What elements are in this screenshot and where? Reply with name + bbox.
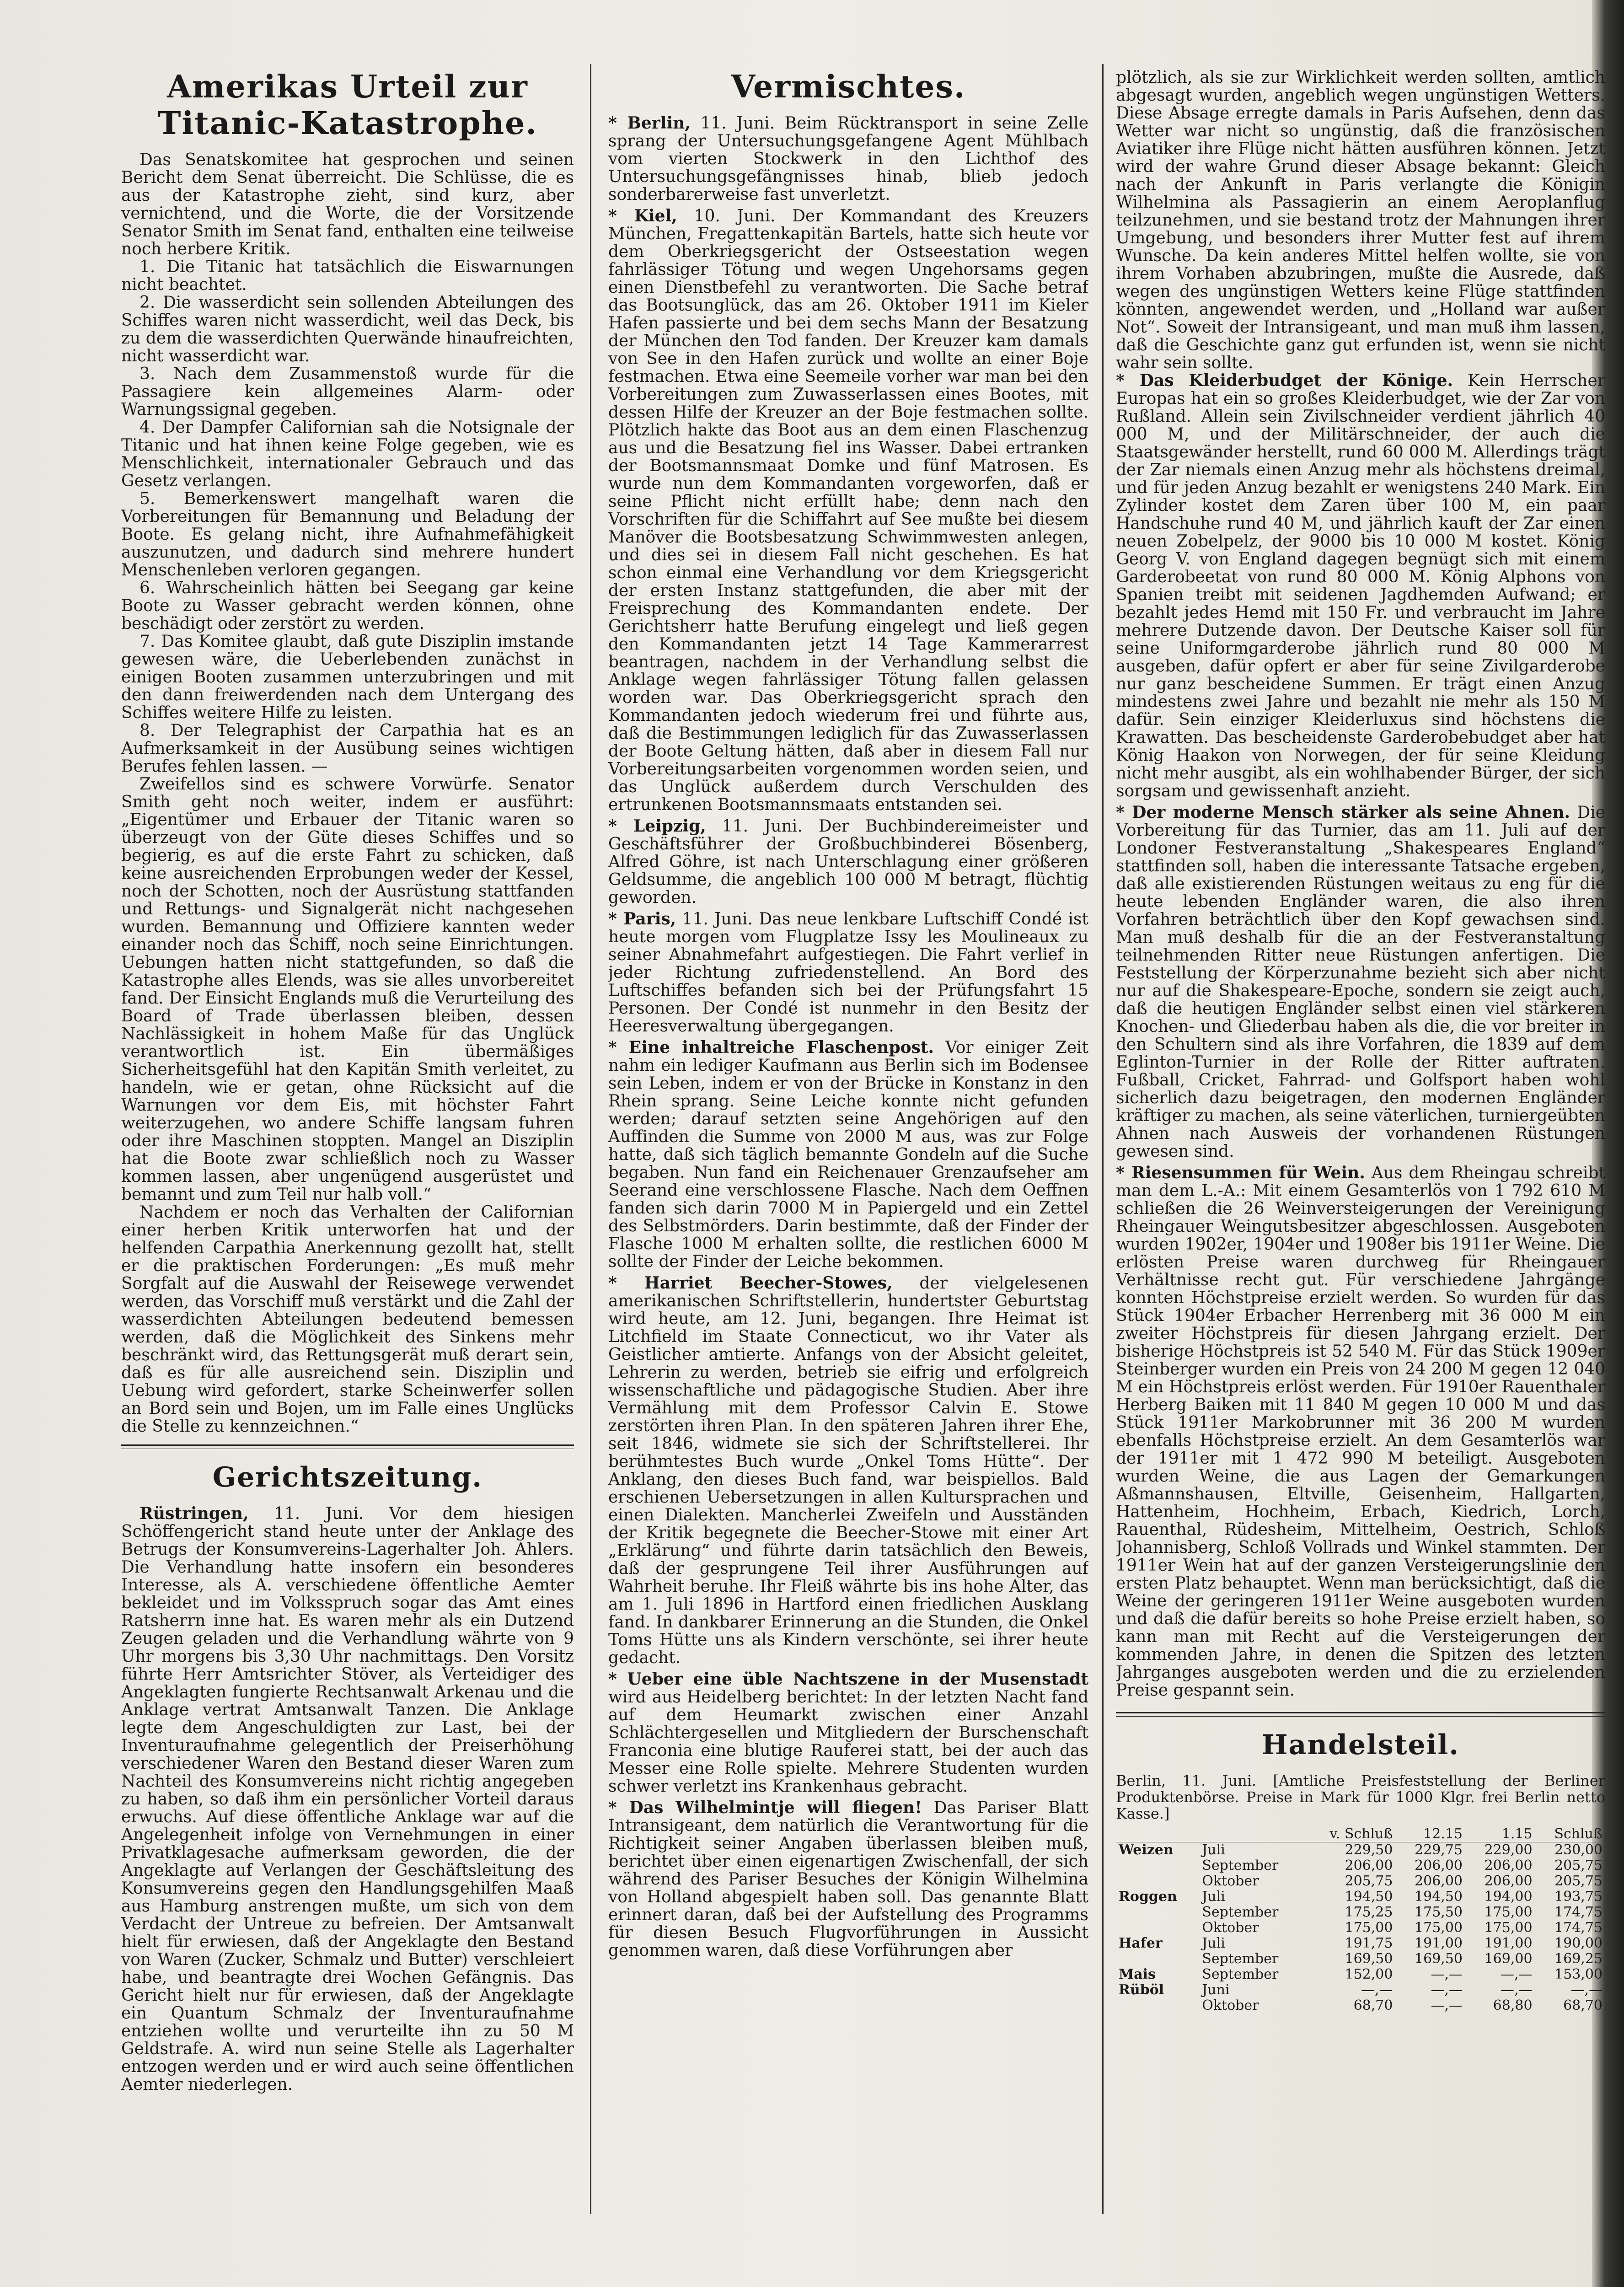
news-item-lead: * Leipzig,	[608, 816, 706, 836]
price-cell: 174,75	[1554, 1920, 1603, 1936]
price-row	[1116, 1998, 1605, 2013]
news-item-text: 11. Juni. Das neue lenkbare Luftschiff Condé ist heute morgen vom Flugplatze Issy les Moulineaux zu seiner Abnahmefahrt aufgestiegen. Die Fahrt verlief in jeder Richtung zufriedenstellend. An Bord des Luftschiffes befanden sich bei der Prüfungsfahrt 15 Personen. Der Condé ist nunmehr in den Besitz der Heeresverwaltung übergegangen.	[608, 910, 1088, 1036]
price-cell: 194,00	[1484, 1889, 1533, 1905]
grain-name: Mais	[1119, 1966, 1156, 1982]
delivery-month: Oktober	[1202, 1920, 1259, 1936]
delivery-month: September	[1202, 1966, 1279, 1982]
price-header-cell: 12.15	[1395, 1826, 1465, 1842]
paragraph: 8. Der Telegraphist der Carpathia hat es an Aufmerksamkeit in der Ausübung seines wichtigen Berufes fehlen lassen. —	[121, 721, 574, 776]
price-cell: 175,00	[1415, 1920, 1463, 1936]
titanic-article-body	[121, 151, 574, 1435]
news-item	[1116, 372, 1605, 800]
price-cell: 169,00	[1484, 1951, 1533, 1967]
grain-name	[1116, 1920, 1199, 1936]
delivery-month: Juli	[1202, 1935, 1225, 1951]
news-item	[608, 207, 1088, 814]
grain-name	[1116, 1951, 1199, 1967]
column-3-items	[1116, 372, 1605, 1703]
court-report-lead: Rüstringen,	[139, 1504, 249, 1523]
paragraph: 2. Die wasserdicht sein sollenden Abteilungen des Schiffes waren nicht wasserdicht, weil das Deck, bis zu dem die wasserdichten Querwände hinaufreichten, nicht wasserdicht war.	[121, 293, 574, 365]
column-1	[121, 69, 574, 2094]
price-cell: 206,00	[1415, 1858, 1463, 1874]
news-item-lead: * Harriet Beecher-Stowes,	[608, 1273, 893, 1293]
news-item	[608, 1274, 1088, 1667]
price-cell: 206,00	[1415, 1873, 1463, 1889]
price-row	[1116, 1842, 1605, 1858]
trade-intro: Berlin, 11. Juni. [Amtliche Preisfeststellung der Berliner Produktenbörse. Preise in Mark für 1000 Klgr. frei Berlin netto Kasse.]	[1116, 1772, 1605, 1822]
section-rule	[1116, 1712, 1605, 1717]
paragraph: Nachdem er noch das Verhalten der Californian einer herben Kritik unterworfen hat und der helfenden Carpathia Anerkennung gezollt hat, stellt er die praktischen Forderungen: „Es muß mehr Sorgfalt auf die Auswahl der Reisewege verwendet werden, das Vorschiff muß verstärkt und die Zahl der wasserdichten Abteilungen bedeutend bemessen werden, daß die Möglichkeit des Sinkens mehr beschränkt wird, das Rettungsgerät muß derart sein, daß es für alle ausreichend sein. Disziplin und Uebung wird gefordert, starke Scheinwerfer sollen an Bord sein und Bojen, um im Falle eines Unglücks die Stelle zu kennzeichnen.“	[121, 1203, 574, 1436]
news-item-lead: * Riesensummen für Wein.	[1116, 1163, 1365, 1182]
article-title-titanic: Amerikas Urteil zur Titanic-Katastrophe.	[157, 69, 538, 142]
price-cell: 229,50	[1345, 1842, 1393, 1858]
delivery-month: Oktober	[1202, 1997, 1259, 2013]
news-item	[608, 1799, 1088, 1960]
news-item-lead: * Das Wilhelmintje will fliegen!	[608, 1798, 922, 1817]
delivery-month: Juli	[1202, 1842, 1225, 1858]
grain-name	[1116, 1905, 1199, 1920]
price-header-cell: 1.15	[1465, 1826, 1535, 1842]
price-cell: 169,50	[1345, 1951, 1393, 1967]
paragraph: 3. Nach dem Zusammenstoß wurde für die Passagiere kein allgemeines Alarm- oder Warnungssignal gegeben.	[121, 365, 574, 419]
column-3	[1116, 69, 1605, 2013]
price-row	[1116, 1967, 1605, 1982]
price-cell: 153,00	[1554, 1966, 1603, 1982]
grain-name: Weizen	[1119, 1842, 1174, 1858]
price-cell: —,—	[1570, 1982, 1603, 1998]
price-row	[1116, 1936, 1605, 1951]
news-item-lead: * Kiel,	[608, 206, 677, 225]
court-report-text: 11. Juni. Vor dem hiesigen Schöffengericht stand heute unter der Anklage des Betrugs der Konsumvereins-Lagerhalter Joh. Ahlers. Die Verhandlung hatte insofern ein besonderes Interesse, als A. verschiedene öffentliche Aemter bekleidet und im Volksspruch sogar das Amt eines Ratsherrn inne hat. Es waren mehr als ein Dutzend Zeugen geladen und die Verhandlung währte von 9 Uhr morgens bis 3,30 Uhr nachmittags. Den Vorsitz führte Herr Amtsrichter Stöver, als Verteidiger des Angeklagten fungierte Rechtsanwalt Arkenau und die Anklage vertrat Amtsanwalt Tanzen. Die Anklage legte dem Angeschuldigten zur Last, bei der Inventuraufnahme gelegentlich der Preiserhöhung verschiedener Waren den Bestand dieser Waren zum Nachteil des Konsumvereins nicht richtig angegeben zu haben, so daß ihm ein persönlicher Vorteil daraus erwuchs. Auf diese öffentliche Anklage war auf die Angelegenheit infolge von Vernehmungen in einer Privatklagesache aufmerksam geworden, die der Angeklagte auf Verlangen der Geschäftsleitung des Konsumvereins gegen den Handlungsgehilfen Maaß aus Hamburg anstrengen mußte, um sich von dem Verdacht der Untreue zu befreien. Der Amtsanwalt hielt für erwiesen, daß der Angeklagte den Bestand von Waren (Zucker, Schmalz und Butter) verschleiert habe, und beantragte drei Wochen Gefängnis. Das Gericht hielt nur für erwiesen, daß der Angeklagte ein Quantum Schmalz der Inventuraufnahme entziehen wollte und verurteilte ihn zu 50 M Geldstrafe. A. wird nun seine Stelle als Lagerhalter entzogen werden und er wird auch seine öffentlichen Aemter niederlegen.	[121, 1504, 574, 2094]
price-cell: 169,50	[1415, 1951, 1463, 1967]
delivery-month: Juni	[1202, 1982, 1230, 1998]
price-table-header	[1116, 1826, 1605, 1842]
delivery-month: Juli	[1202, 1889, 1225, 1905]
price-cell: 152,00	[1345, 1966, 1393, 1982]
price-cell: —,—	[1361, 1982, 1393, 1998]
price-cell: 68,70	[1563, 1997, 1603, 2013]
price-header-cell: Schluß	[1535, 1826, 1605, 1842]
price-table-body	[1116, 1842, 1605, 2014]
price-cell: 205,75	[1345, 1873, 1393, 1889]
price-cell: 175,00	[1484, 1920, 1533, 1936]
price-header-cell: v. Schluß	[1306, 1826, 1396, 1842]
grain-price-table	[1116, 1826, 1605, 2013]
section-title-vermischtes: Vermischtes.	[731, 69, 966, 105]
price-cell: —,—	[1431, 1966, 1463, 1982]
price-cell: —,—	[1501, 1966, 1533, 1982]
paragraph: 1. Die Titanic hat tatsächlich die Eiswarnungen nicht beachtet.	[121, 258, 574, 294]
price-cell: 206,00	[1345, 1858, 1393, 1874]
news-item-lead: * Der moderne Mensch stärker als seine Ahnen.	[1116, 803, 1570, 822]
news-item	[1116, 804, 1605, 1160]
item-spacer	[608, 1960, 1088, 1963]
paragraph: 4. Der Dampfer Californian sah die Notsignale der Titanic und hat ihnen keine Folge gegeben, wie es Menschlichkeit, internationaler Gebrauch und das Gesetz verlangen.	[121, 418, 574, 490]
delivery-month: September	[1202, 1951, 1279, 1967]
news-item-text: Das Pariser Blatt Intransigeant, dem natürlich die Verantwortung für die Richtigkeit seiner Angaben überlassen bleiben muß, berichtet über einen eigenartigen Zwischenfall, der sich während des Pariser Besuches der Königin Wilhelmina von Holland abgespielt haben soll. Das genannte Blatt erinnert daran, daß bei der Aufstellung des Programms für diesen Besuch Flugvorführungen in Aussicht genommen waren, daß diese Vorführungen aber	[608, 1798, 1088, 1960]
news-item-text: Aus dem Rheingau schreibt man dem L.-A.: Mit einem Gesamterlös von 1 792 610 M schließen die 26 Weinversteigerungen der Vereinigung Rheingauer Weingutsbesitzer abgeschlossen. Ausgeboten wurden 1902er, 1904er und 1908er bis 1911er Weine. Die erlösten Preise waren durchweg für Rheingauer Verhältnisse recht gut. Für verschiedene Jahrgänge konnten Höchstpreise erzielt werden. So wurden für das Stück 1904er Erbacher Herrenberg mit 36 000 M ein zweiter Höchstpreis für diesen Jahrgang erzielt. Der bisherige Höchstpreis ist 52 540 M. Für das Stück 1909er Steinberger wurden ein Preis von 24 200 M gegen 12 040 M ein Höchstpreis erlöst werden. Für 1910er Rauenthaler Herberg Baiken mit 11 840 M gegen 10 000 M und das Stück 1911er Markobrunner mit 36 200 M wurden ebenfalls Höchstpreise erzielt. An dem Gesamterlös war der 1911er mit 1 472 990 M beteiligt. Ausgeboten wurden Weine, die aus Lagen der Gemarkungen Aßmannshausen, Eltville, Geisenheim, Hallgarten, Hattenheim, Hochheim, Erbach, Kiedrich, Lorch, Rauenthal, Rüdesheim, Mittelheim, Oestrich, Schloß Johannisberg, Schloß Vollrads und Winkel stammten. Der 1911er Wein hat auf der ganzen Versteigerungslinie den ersten Platz behauptet. Wenn man berücksichtigt, daß die Weine der geringeren 1911er Weine ausgeboten wurden und daß die dafür bereits so hohe Preise erzielt haben, so kann man mit Recht auf die Versteigerungen der kommenden Jahre, in denen die Spitzen des letzten Jahrganges ausgeboten werden und die zu erzielenden Preise gespannt sein.	[1116, 1164, 1605, 1700]
price-cell: 206,00	[1484, 1873, 1533, 1889]
price-row	[1116, 1951, 1605, 1967]
news-item	[608, 1039, 1088, 1271]
news-item-text: Vor einiger Zeit nahm ein lediger Kaufmann aus Berlin sich im Bodensee sein Leben, indem er von der Brücke in Konstanz in den Rhein sprang. Seine Leiche konnte nicht gefunden werden; darauf setzten seine Angehörigen auf den Auffinden die Summe von 2000 M aus, was zur Folge hatte, daß sich täglich bemannte Gondeln auf die Suche begaben. Nun fand ein Reichenauer Grenzaufseher am Seerand eine verschlossene Flasche. Nach dem Oeffnen fanden sich darin 7000 M in Papiergeld und ein Zettel des Selbstmörders. Darin bestimmte, daß der Finder der Flasche 1000 M erhalten sollte, die restlichen 6000 M sollte der Finder der Leiche bekommen.	[608, 1038, 1088, 1271]
price-cell: 169,25	[1554, 1951, 1603, 1967]
grain-name: Roggen	[1119, 1889, 1177, 1905]
item-spacer	[1116, 1699, 1605, 1703]
delivery-month: September	[1202, 1858, 1279, 1874]
price-cell: 175,25	[1345, 1904, 1393, 1920]
paragraph: 5. Bemerkenswert mangelhaft waren die Vorbereitungen für Bemannung und Beladung der Boote. Es gelang nicht, ihre Aufnahmefähigkeit auszunutzen, und dadurch sind mehrere hundert Menschenleben verloren gegangen.	[121, 489, 574, 580]
paragraph: 6. Wahrscheinlich hätten bei Seegang gar keine Boote zu Wasser gebracht werden können, ohne beschädigt oder zerstört zu werden.	[121, 579, 574, 633]
news-item-lead: * Berlin,	[608, 113, 691, 133]
price-cell: —,—	[1431, 1982, 1463, 1998]
grain-name	[1116, 1998, 1199, 2013]
price-cell: 191,00	[1484, 1935, 1533, 1951]
news-item-text: Die Vorbereitung für das Turnier, das am 11. Juli auf der Londoner Festveranstaltung „Shakespeares England“ stattfinden soll, haben die interessante Tatsache ergeben, daß alle existierenden Rüstungen weitaus zu eng für die heute lebenden Engländer waren, die also ihren Vorfahren beträchtlich über den Kopf gewachsen sind. Man muß deshalb für die an der Festveranstaltung teilnehmenden Ritter neue Rüstungen anfertigen. Die Feststellung der Körperzunahme bezieht sich aber nicht nur auf die Shakespeare-Epoche, sondern sie zeigt auch, daß die heutigen Engländer selbst einen viel stärkeren Knochen- und Gliederbau haben als die, die vor breiter in den Schultern sind als ihre Vorfahren, die 1839 auf dem Eglinton-Turnier in der Rolle der Ritter auftraten. Fußball, Cricket, Fahrrad- und Golfsport haben wohl sicherlich dazu beigetragen, den modernen Engländer kräftiger zu machen, als seine väterlichen, turniergeübten Ahnen nach Ausweis der vorhandenen Rüstungen gewesen sind.	[1116, 803, 1605, 1161]
news-item-text: 10. Juni. Der Kommandant des Kreuzers München, Fregattenkapitän Bartels, hatte sich heute vor dem Oberkriegsgericht der Ostseestation wegen fahrlässiger Tötung und wegen Ungehorsams gegen einen Dienstbefehl zu verantworten. Die Sache betraf das Bootsunglück, das am 26. Oktober 1911 im Kieler Hafen passierte und bei dem sechs Mann der Besatzung der München den Tod fanden. Der Kreuzer kam damals von See in den Hafen zurück und wollte an einer Boje festmachen. Etwa eine Seemeile vorher war man bei den Vorbereitungen zum Zuwasserlassen eines Bootes, mit dessen Hilfe der Kreuzer an der Boje festmachen sollte. Plötzlich hakte das Boot aus an dem einen Flaschenzug aus und die Besatzung fiel ins Wasser. Dabei ertranken der Bootsmannsmaat Domke und fünf Matrosen. Es wurde nun dem Kommandanten vorgeworfen, daß er seine Pflicht nicht erfüllt habe; denn nach den Vorschriften für die Schiffahrt auf See mußte bei diesem Manöver die Bootsbesatzung Schwimmwesten anlegen, und dies sei in diesem Fall nicht geschehen. Es hat schon einmal eine Verhandlung vor dem Kriegsgericht der ersten Instanz stattgefunden, die aber mit der Freisprechung des Kommandanten endete. Der Gerichtsherr hatte Berufung eingelegt und ließ gegen den Kommandanten jetzt 14 Tage Kammerarrest beantragen, nachdem in der Verhandlung selbst die Anklage wegen fahrlässiger Tötung fallen gelassen worden war. Das Oberkriegsgericht sprach den Kommandanten jedoch wiederum frei und führte aus, daß die Bestimmungen lediglich für das Zuwasserlassen der Boote Geltung hätten, daß aber in diesem Fall nur Vorbereitungsarbeiten vorgenommen worden seien, und das Unglück außerdem durch Verschulden des ertrunkenen Bootsmannsmaats entstanden sei.	[608, 207, 1088, 814]
price-cell: 194,50	[1345, 1889, 1393, 1905]
column-rule	[1102, 64, 1104, 2214]
price-row	[1116, 1920, 1605, 1936]
news-item	[608, 910, 1088, 1035]
price-row	[1116, 1905, 1605, 1920]
price-row	[1116, 1858, 1605, 1874]
paragraph: 7. Das Komitee glaubt, daß gute Disziplin imstande gewesen wäre, die Ueberlebenden zunächst in einigen Booten zusammen unterzubringen und mit den dann freiwerdenden nach dem Untergang des Schiffes weitere Hilfe zu leisten.	[121, 632, 574, 722]
price-cell: —,—	[1501, 1982, 1533, 1998]
grain-name: Hafer	[1119, 1935, 1163, 1951]
news-item	[608, 1670, 1088, 1795]
news-item-text: wird aus Heidelberg berichtet: In der letzten Nacht fand auf dem Heumarkt zwischen einer Anzahl Schlächtergesellen und Mitgliedern der Burschenschaft Franconia eine blutige Rauferei statt, bei der auch das Messer eine Rolle spielte. Mehrere Studenten wurden schwer verletzt ins Krankenhaus gebracht.	[608, 1688, 1088, 1796]
price-cell: 194,50	[1415, 1889, 1463, 1905]
news-item-lead: * Das Kleiderbudget der Könige.	[1116, 371, 1453, 390]
news-item-text: der vielgelesenen amerikanischen Schriftstellerin, hundertster Geburtstag wird heute, am 12. Juni, begangen. Ihre Heimat ist Litchfield im Staate Connecticut, wo ihr Vater als Geistlicher amtierte. Anfangs von der Absicht geleitet, Lehrerin zu werden, betrieb sie eifrig und erfolgreich wissenschaftliche und pädagogische Studien. Aber ihre Vermählung mit dem Professor Calvin E. Stowe zerstörten ihren Plan. In den späteren Jahren ihrer Ehe, seit 1846, widmete sie sich der Schriftstellerei. Ihr berühmtestes Buch wurde „Onkel Toms Hütte“. Der Anklang, den dieses Buch fand, war beispiellos. Bald erschienen Uebersetzungen in allen Kultursprachen und einen Dialekten. Mancherlei Zweifeln und Ausständen der Kritik begegnete die Beecher-Stowe mit einer Art „Erklärung“ und führte darin tatsächlich den Beweis, daß der gesprungene Teil ihrer Ausführungen auf Wahrheit beruhe. Ihr Fleiß währte bis ins hohe Alter, das am 1. Juli 1896 in Hartford einen friedlichen Ausklang fand. In dankbarer Erinnerung an die Stunden, die Onkel Toms Hütte uns als Kindern verschönte, sei ihrer heute gedacht.	[608, 1274, 1088, 1667]
price-cell: 205,75	[1554, 1873, 1603, 1889]
price-cell: 205,75	[1554, 1858, 1603, 1874]
continued-article-text: plötzlich, als sie zur Wirklichkeit werden sollten, amtlich abgesagt wurden, angeblich wegen ungünstigen Wetters. Diese Absage erregte damals in Paris Aufsehen, denn das Wetter war nicht so ungünstig, daß die französischen Aviatiker ihre Flüge nicht hätten ausführen können. Jetzt wird der wahre Grund dieser Absage bekannt: Gleich nach der Ankunft in Paris verlangte die Königin Wilhelmina als Passagierin an einem Aeroplanflug teilzunehmen, und sie bestand trotz der Mahnungen ihrer Umgebung, und besonders ihrer Mutter fest auf ihrem Wunsche. Da kein anderes Mittel helfen wollte, sie von ihrem Vorhaben abzubringen, mußte die Ausrede, daß wegen des ungünstigen Wetters keine Flüge stattfinden könnten, angewendet werden, und „Holland war außer Not“. Soweit der Intransigeant, und man muß ihm lassen, daß die Geschichte ganz gut erfunden ist, wenn sie nicht wahr sein sollte.	[1116, 69, 1605, 372]
news-item-text: 11. Juni. Beim Rücktransport in seine Zelle sprang der Untersuchungsgefangene Agent Mühlbach vom vierten Stockwerk in den Lichthof des Untersuchungsgefängnisses hinab, blieb jedoch sonderbarerweise fast unverletzt.	[608, 114, 1088, 204]
delivery-month: September	[1202, 1904, 1279, 1920]
price-cell: 229,75	[1415, 1842, 1463, 1858]
section-title-handelsteil: Handelsteil.	[1261, 1729, 1460, 1761]
column-rule	[590, 64, 591, 2214]
price-cell: 206,00	[1484, 1858, 1533, 1874]
vermischtes-items	[608, 114, 1088, 1963]
price-cell: 175,00	[1484, 1904, 1533, 1920]
price-cell: 175,50	[1415, 1904, 1463, 1920]
price-cell: 193,75	[1554, 1889, 1603, 1905]
paragraph: Das Senatskomitee hat gesprochen und seinen Bericht dem Senat überreicht. Die Schlüsse, die es aus der Katastrophe zieht, sind kurz, aber vernichtend, und die Worte, die der Vorsitzende Senator Smith im Senat fand, enthalten eine teilweise noch herbere Kritik.	[121, 150, 574, 258]
news-item	[1116, 1164, 1605, 1699]
grain-name	[1116, 1874, 1199, 1889]
news-item	[608, 114, 1088, 204]
delivery-month: Oktober	[1202, 1873, 1259, 1889]
price-cell: 191,75	[1345, 1935, 1393, 1951]
news-item-lead: * Ueber eine üble Nachtszene in der Musenstadt	[608, 1670, 1088, 1689]
price-cell: 68,80	[1493, 1997, 1533, 2013]
price-row	[1116, 1874, 1605, 1889]
paragraph: Zweifellos sind es schwere Vorwürfe. Senator Smith geht noch weiter, indem er ausführt: „Eigentümer und Erbauer der Titanic waren so überzeugt von der Güte dieses Schiffes und so begierig, es auf die erste Fahrt zu schicken, daß keine ausreichenden Erprobungen weder der Kessel, noch der Schotten, noch der Ausrüstung stattfanden und Rettungs- und Signalgerät nicht nachgesehen wurden. Bemannung und Offiziere kannten weder einander noch das Schiff, noch seine Einrichtungen. Uebungen hatten nicht stattgefunden, so daß die Katastrophe alles Elends, was sie alles unvorbereitet fand. Der Einsicht Englands muß die Verurteilung des Board of Trade überlassen bleiben, dessen Nachlässigkeit in hohem Maße für das Unglück verantwortlich ist. Ein übermäßiges Sicherheitsgefühl hat den Kapitän Smith verleitet, zu handeln, wie er getan, ohne Rücksicht auf die Warnungen vor dem Eis, mit höchster Fahrt weiterzugehen, wo andere Schiffe langsam fuhren oder ihre Maschinen stoppten. Mangel an Disziplin hat die Boote zwar schließlich noch zu Wasser kommen lassen, aber ungenügend ausgerüstet und bemannt und zum Teil nur halb voll.“	[121, 775, 574, 1204]
column-2	[608, 69, 1088, 1963]
section-rule	[121, 1444, 574, 1449]
price-cell: 190,00	[1554, 1935, 1603, 1951]
price-header-cell	[1199, 1826, 1306, 1842]
news-item-lead: * Eine inhaltreiche Flaschenpost.	[608, 1038, 934, 1057]
grain-name	[1116, 1858, 1199, 1874]
price-cell: 175,00	[1345, 1920, 1393, 1936]
section-title-court: Gerichtszeitung.	[212, 1461, 483, 1493]
news-item	[608, 817, 1088, 907]
court-report	[121, 1505, 574, 2094]
news-item-lead: * Paris,	[608, 909, 676, 929]
price-row	[1116, 1889, 1605, 1905]
price-cell: —,—	[1431, 1997, 1463, 2013]
price-cell: 191,00	[1415, 1935, 1463, 1951]
price-header-cell	[1116, 1826, 1199, 1842]
price-row	[1116, 1982, 1605, 1998]
news-item-text: Kein Herrscher Europas hat ein so großes Kleiderbudget, wie der Zar von Rußland. Allein sein Zivilschneider verdient jährlich 40 000 M, und der Militärschneider, der auch die Staatsgewänder herstellt, rund 60 000 M. Allerdings trägt der Zar niemals einen Anzug mehr als höchstens dreimal, und für jeden Anzug bezahlt er wenigstens 240 Mark. Ein Zylinder kostet dem Zaren über 100 M, ein paar Handschuhe rund 40 M, und jährlich kauft der Zar einen neuen Zobelpelz, der 9000 bis 10 000 M kostet. König Georg V. von England dagegen begnügt sich mit einem Garderobeetat von rund 80 000 M. König Alphons von Spanien treibt mit seidenen Jagdhemden Aufwand; er bezahlt jedes Hemd mit 150 Fr. und verbraucht im Jahre mehrere Dutzende davon. Der Deutsche Kaiser soll für seine Uniformgarderobe jährlich rund 80 000 M ausgeben, dafür opfert er aber für seine Zivilgarderobe nur ganz bescheidene Summen. Er trägt einen Anzug mindestens zwei Jahre und bezahlt nie mehr als 150 M dafür. Sein einziger Kleiderluxus sind höchstens die Krawatten. Das bescheidenste Garderobebudget aber hat König Haakon von Norwegen, der für seine Kleidung nicht mehr ausgibt, als ein wohlhabender Bürger, der sich sorgsam und gewissenhaft anzieht.	[1116, 371, 1605, 800]
news-item-text: 11. Juni. Der Buchbindereimeister und Geschäftsführer der Großbuchbinderei Bösenberg, Alfred Göhre, ist nach Unterschlagung einer größeren Geldsumme, die angeblich 100 000 M betragt, flüchtig geworden.	[608, 817, 1088, 907]
price-cell: 68,70	[1353, 1997, 1393, 2013]
price-cell: 229,00	[1484, 1842, 1533, 1858]
grain-name: Rüböl	[1119, 1982, 1164, 1998]
price-cell: 174,75	[1554, 1904, 1603, 1920]
price-cell: 230,00	[1554, 1842, 1603, 1858]
